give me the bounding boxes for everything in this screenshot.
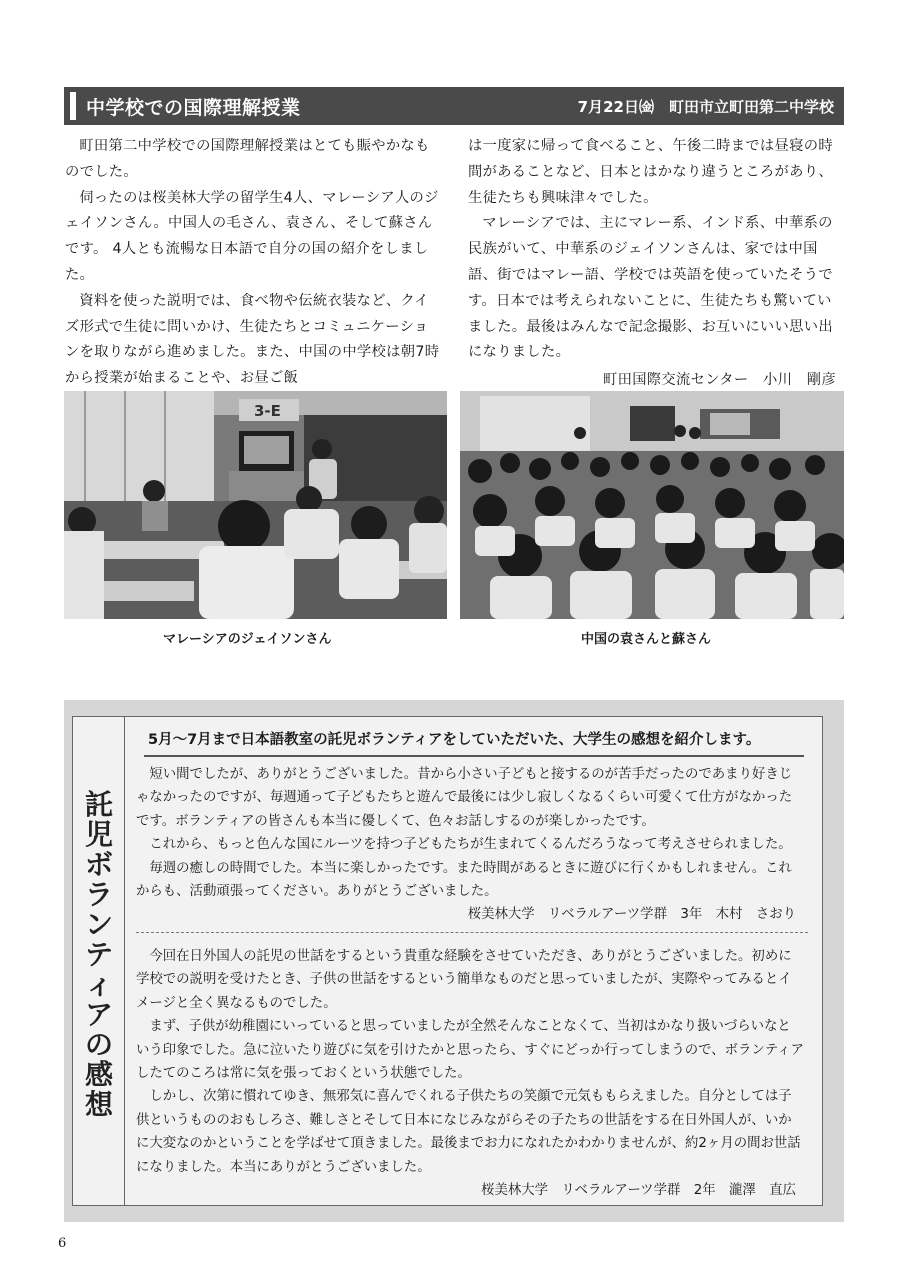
impression-paragraph: 今回在日外国人の託児の世話をするという貴重な経験をさせていただき、ありがとうございました。初めに学校での説明を受けたとき、子供の世話をするという簡単なものだと思っていましたが、実際やってみるとイメージと全く異なるものでした。: [136, 949, 792, 1011]
vertical-title-char: 感: [84, 1058, 113, 1091]
article-right-column: [468, 134, 846, 394]
impression-entry-1: [136, 763, 804, 927]
vertical-title-char: の: [84, 1028, 113, 1061]
event-date-location: 7月22日㈮ 町田市立町田第二中学校: [577, 98, 834, 116]
article-paragraph: マレーシアでは、主にマレー系、インド系、中華系の民族がいて、中華系のジェイソンさんは、家では中国語、街ではマレー語、学校では英語を使っていたそうです。日本では考えられないことに、生徒たちも驚いていました。最後はみんなで記念撮影、お互いにいい思い出になりました。: [468, 215, 833, 361]
impression-paragraph: しかし、次第に慣れてゆき、無邪気に喜んでくれる子供たちの笑顔で元気ももらえました。自分としては子供というもののおもしろさ、難しさとそして日本になじみながらその子たちの世話をする在日外国人が、いかに大変なのかということを学ばせて頂きました。最後までお力になれたかわかりませんが、約2ヶ月の間お世話になりました。本当にありがとうございました。: [136, 1089, 801, 1175]
classroom-photo-right-image: [460, 391, 844, 619]
page-number: 6: [58, 1236, 67, 1251]
article-paragraph: 町田第二中学校での国際理解授業はとても賑やかなものでした。: [65, 138, 430, 180]
vertical-title-char: テ: [84, 938, 113, 971]
volunteer-impressions-box: [64, 700, 844, 1222]
vertical-title-char: 児: [84, 818, 113, 851]
board-label: 3-E: [254, 402, 281, 420]
section-title: 中学校での国際理解授業: [86, 97, 301, 119]
article-paragraph: は一度家に帰って食べること、午後二時までは昼寝の時間があることなど、日本とはかなり違うところがあり、生徒たちも興味津々でした。: [468, 138, 833, 206]
vertical-title-char: ラ: [84, 878, 113, 911]
classroom-photo-left: [64, 391, 447, 619]
vertical-title: [81, 790, 117, 1120]
vertical-title-char: ン: [84, 908, 113, 941]
vertical-title-char: ア: [84, 998, 113, 1031]
impression-entry-2: [136, 945, 804, 1202]
vertical-title-char: 託: [84, 788, 113, 821]
impression-paragraph: まず、子供が幼稚園にいっていると思っていましたが全然そんなことなくて、当初はかなり扱いづらいなという印象でした。急に泣いたり遊びに気を引けたかと思ったら、すぐにどっか行ってしまうので、ボランティアしたてのころは常に気を張っておくという状態でした。: [136, 1019, 804, 1082]
classroom-photo-left-image: [64, 391, 447, 619]
impression-paragraph: 毎週の癒しの時間でした。本当に楽しかったです。また時間があるときに遊びに行くかもしれません。これからも、活動頑張ってください。ありがとうございました。: [136, 860, 792, 900]
header-accent-bar: [70, 92, 76, 120]
impression-paragraph: 短い間でしたが、ありがとうございました。昔から小さい子どもと接するのが苦手だったのであまり好きじゃなかったのですが、毎週通って子どもたちと遊んで最後には少し寂しくなるくらい可愛くて仕方がなかったです。ボランティアの皆さんも本当に優しくて、色々お話しするのが楽しかったです。: [136, 767, 793, 829]
impression-paragraph: これから、もっと色んな国にルーツを持つ子どもたちが生まれてくるんだろうなって考えさせられました。: [149, 837, 792, 853]
article-signature: 町田国際交流センター 小川 剛彦: [603, 372, 836, 389]
heading-underline: [144, 755, 804, 757]
impression-signature: 桜美林大学 リベラルアーツ学群 3年 木村 さおり: [467, 907, 796, 923]
article-paragraph: 資料を使った説明では、食べ物や伝統衣装など、クイズ形式で生徒に問いかけ、生徒たちとコミュニケーションを取りながら進めました。また、中国の中学校は朝7時から授業が始まることや、お昼ご飯: [65, 292, 440, 387]
impressions-heading: 5月～7月まで日本語教室の託児ボランティアをしていただいた、大学生の感想を紹介します。: [148, 732, 761, 748]
vertical-title-char: ボ: [84, 848, 113, 881]
classroom-photo-right: [460, 391, 844, 619]
vertical-title-char: ィ: [84, 968, 113, 1001]
entry-divider: [136, 932, 808, 933]
impression-signature: 桜美林大学 リベラルアーツ学群 2年 瀧澤 直広: [481, 1183, 796, 1199]
vertical-title-char: 想: [84, 1088, 113, 1121]
article-left-column: [65, 134, 443, 392]
photo-caption-left: マレーシアのジェイソンさん: [163, 632, 332, 647]
section-header: [64, 87, 844, 125]
photo-caption-right: 中国の袁さんと蘇さん: [581, 632, 712, 647]
article-paragraph: 伺ったのは桜美林大学の留学生4人、マレーシア人のジェイソンさん。中国人の毛さん、袁さん、そして蘇さんです。 4人とも流暢な日本語で自分の国の紹介をしました。: [65, 189, 439, 283]
